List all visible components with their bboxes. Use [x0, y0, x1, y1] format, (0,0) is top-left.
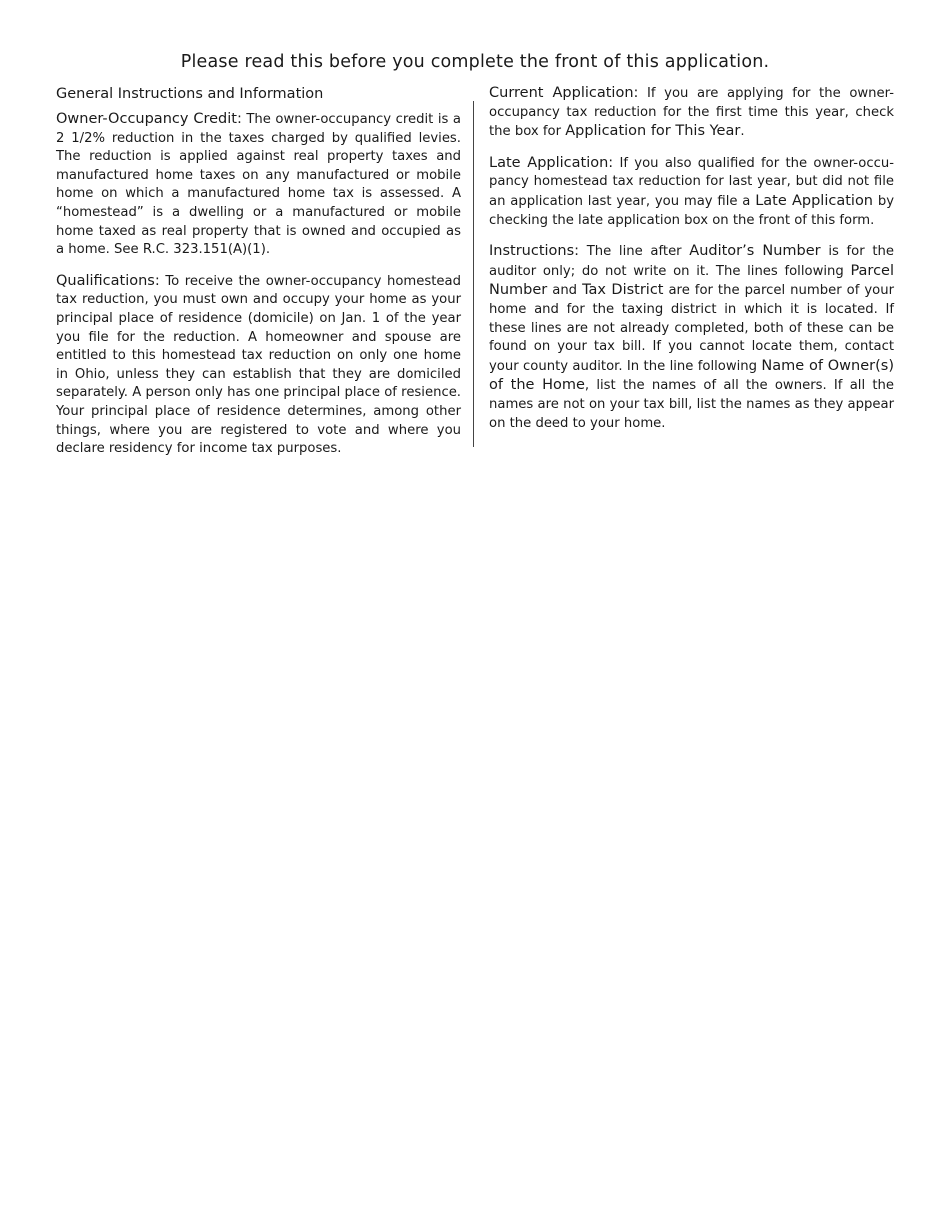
auditors-number-term: Auditor’s Number: [689, 243, 821, 260]
late-application-paragraph: [489, 154, 894, 230]
instructions-lead: Instructions:: [489, 243, 580, 260]
owner-occupancy-lead: Owner-Occupancy Credit:: [56, 111, 242, 127]
instructions-text-1: The line after: [579, 244, 690, 260]
name-of-owners-term: Name of Owner(s) of the Home: [489, 357, 894, 394]
left-column: [56, 84, 461, 471]
late-application-term: Late Application: [755, 192, 874, 209]
qualifications-lead: Qualifications:: [56, 272, 160, 289]
late-application-text-1: If you also qualified for the owner-occupancy homestead tax reduction for last year, but did not file an application last year, you may file a: [489, 155, 894, 209]
instructions-text-2: is for the auditor only; do not write on it. The lines following: [489, 244, 894, 279]
late-application-lead: Late Application:: [489, 154, 614, 171]
qualifications-text: To receive the owner-occupancy homestead tax reduction, you must own and occupy your home as your principal place of residence (domicile) on Jan. 1 of the year you file for the reduction. A homeowner and spouse are entitled to this homestead tax reduction on only one home in Ohio, unless they can establish that they are domiciled separately. A person only has one principal place of resience. Your principal place of residence determines, among other things, where you are registered to vote and where you declare residency for income tax purposes.: [56, 273, 461, 457]
parcel-number-term: Parcel Number: [489, 262, 894, 299]
instructions-text-4: are for the parcel number of your home and for the taxing district in which it is located. If these lines are not already completed, both of these can be found on your tax bill. If you cannot locate them, contact your county auditor. In the line following: [489, 283, 894, 374]
owner-occupancy-paragraph: [56, 110, 461, 260]
application-for-this-year-term: Application for This Year: [565, 123, 741, 140]
tax-district-term: Tax District: [582, 282, 664, 299]
current-application-paragraph: [489, 84, 894, 142]
right-column: [489, 84, 894, 445]
qualifications-paragraph: [56, 272, 461, 459]
current-application-lead: Current Application:: [489, 85, 639, 101]
page-title: Please read this before you complete the front of this application.: [180, 52, 770, 72]
current-application-text-1: If you are applying for the owner-occupancy tax reduction for the first time this year, check the box for: [489, 86, 894, 140]
instructions-text-3: and: [547, 283, 583, 299]
instructions-paragraph: [489, 242, 894, 433]
column-divider: [473, 101, 474, 447]
late-application-text-2: by checking the late application box on the front of this form.: [489, 193, 895, 228]
owner-occupancy-text: The owner-occupancy credit is a 2 1/2% reduction in the taxes charged by qualified levies. The reduction is applied against real property taxes and manufactured home taxes on any manufactured or mobile home on which a manufactured home tax is assessed. A “homestead” is a dwelling or a manufactured or mobile home taxed as real property that is owned and occupied as a home. See R.C. 323.151(A)(1).: [56, 112, 461, 258]
section-heading: General Instructions and Information: [56, 86, 324, 102]
current-application-text-2: .: [740, 124, 745, 140]
instructions-text-5: , list the names of all the owners. If all the names are not on your tax bill, list the names as they appear on the deed to your home.: [489, 378, 894, 431]
